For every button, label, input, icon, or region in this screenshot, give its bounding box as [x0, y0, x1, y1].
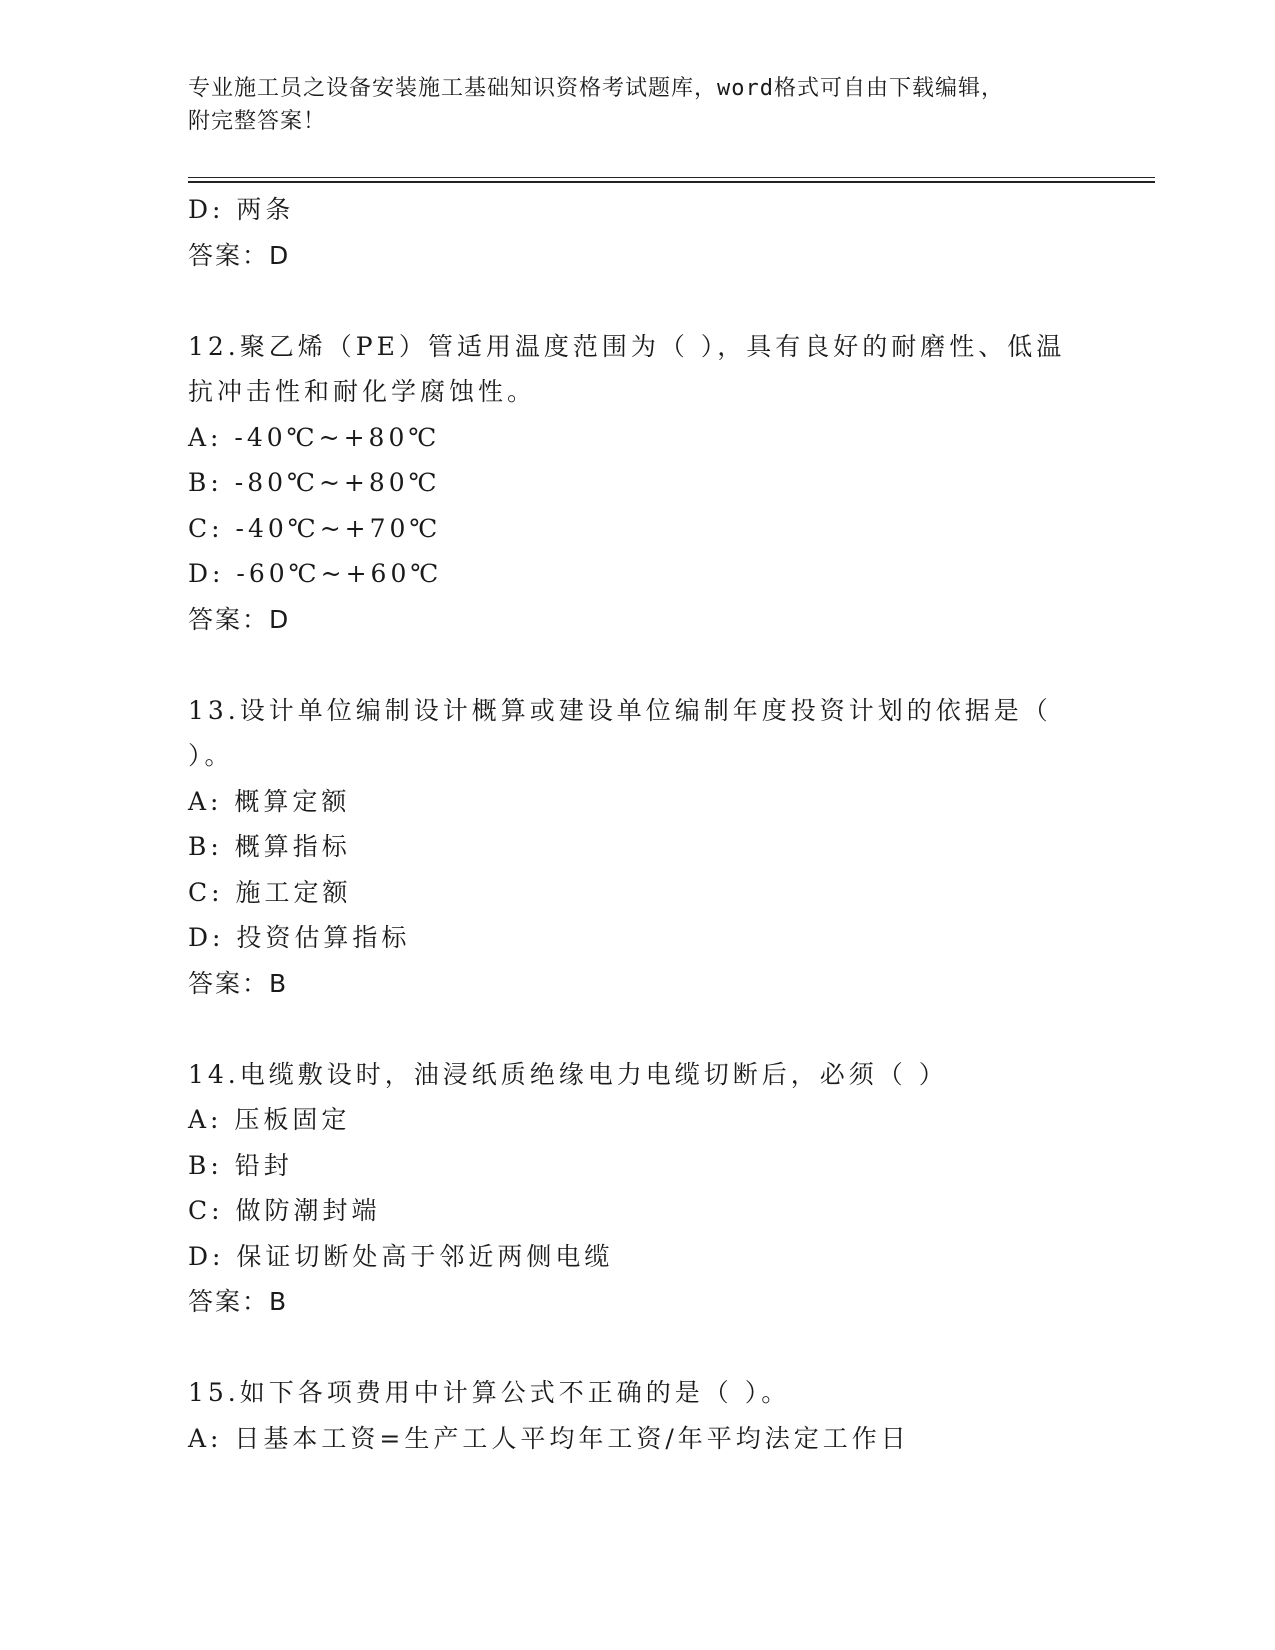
- header-line-2: 附完整答案！: [188, 109, 327, 134]
- q15-stem-line-1: 15.如下各项费用中计算公式不正确的是（ ）。: [188, 1378, 791, 1407]
- q14-option-a: A: 压板固定: [188, 1105, 351, 1134]
- q13-stem-line-2: ）。: [188, 741, 234, 770]
- question-list: [188, 187, 1088, 1461]
- header-divider-thin: [188, 177, 1155, 178]
- q12-option-a: A: -40℃~+80℃: [188, 422, 441, 452]
- q14-option-d: D: 保证切断处高于邻近两侧电缆: [188, 1241, 614, 1271]
- q12-option-b: B: -80℃~+80℃: [188, 468, 441, 497]
- q13-option-d: D: 投资估算指标: [188, 923, 411, 952]
- prev-answer: 答案：D: [188, 240, 291, 270]
- document-header: [188, 72, 1088, 138]
- spacer: [188, 642, 1088, 688]
- q13-option-c: C: 施工定额: [188, 877, 352, 907]
- q13-answer: 答案：B: [188, 968, 289, 998]
- spacer: [188, 1325, 1088, 1371]
- q14-option-c: C: 做防潮封端: [188, 1196, 381, 1225]
- q14-option-b: B: 铅封: [188, 1150, 293, 1180]
- q14-stem-line-1: 14.电缆敷设时，油浸纸质绝缘电力电缆切断后，必须（ ）: [188, 1059, 948, 1089]
- prev-option-d: D: 两条: [188, 195, 295, 224]
- q14-answer: 答案：B: [188, 1287, 289, 1316]
- q12-option-c: C: -40℃~+70℃: [188, 513, 442, 543]
- q12-answer: 答案：D: [188, 604, 291, 634]
- spacer: [188, 278, 1088, 324]
- q12-option-d: D: -60℃~+60℃: [188, 559, 443, 588]
- header-divider-thick: [188, 181, 1155, 183]
- q13-option-a: A: 概算定额: [188, 786, 351, 816]
- q15-option-a: A: 日基本工资=生产工人平均年工资/年平均法定工作日: [188, 1423, 910, 1453]
- header-line-1: 专业施工员之设备安装施工基础知识资格考试题库，word格式可自由下载编辑，: [188, 76, 1004, 101]
- q13-option-b: B: 概算指标: [188, 832, 351, 861]
- q12-stem-line-1: 12.聚乙烯（PE）管适用温度范围为（ ），具有良好的耐磨性、低温: [188, 331, 1066, 361]
- q12-stem-line-2: 抗冲击性和耐化学腐蚀性。: [188, 377, 537, 406]
- spacer: [188, 1006, 1088, 1052]
- q13-stem-line-1: 13.设计单位编制设计概算或建设单位编制年度投资计划的依据是（: [188, 695, 1052, 725]
